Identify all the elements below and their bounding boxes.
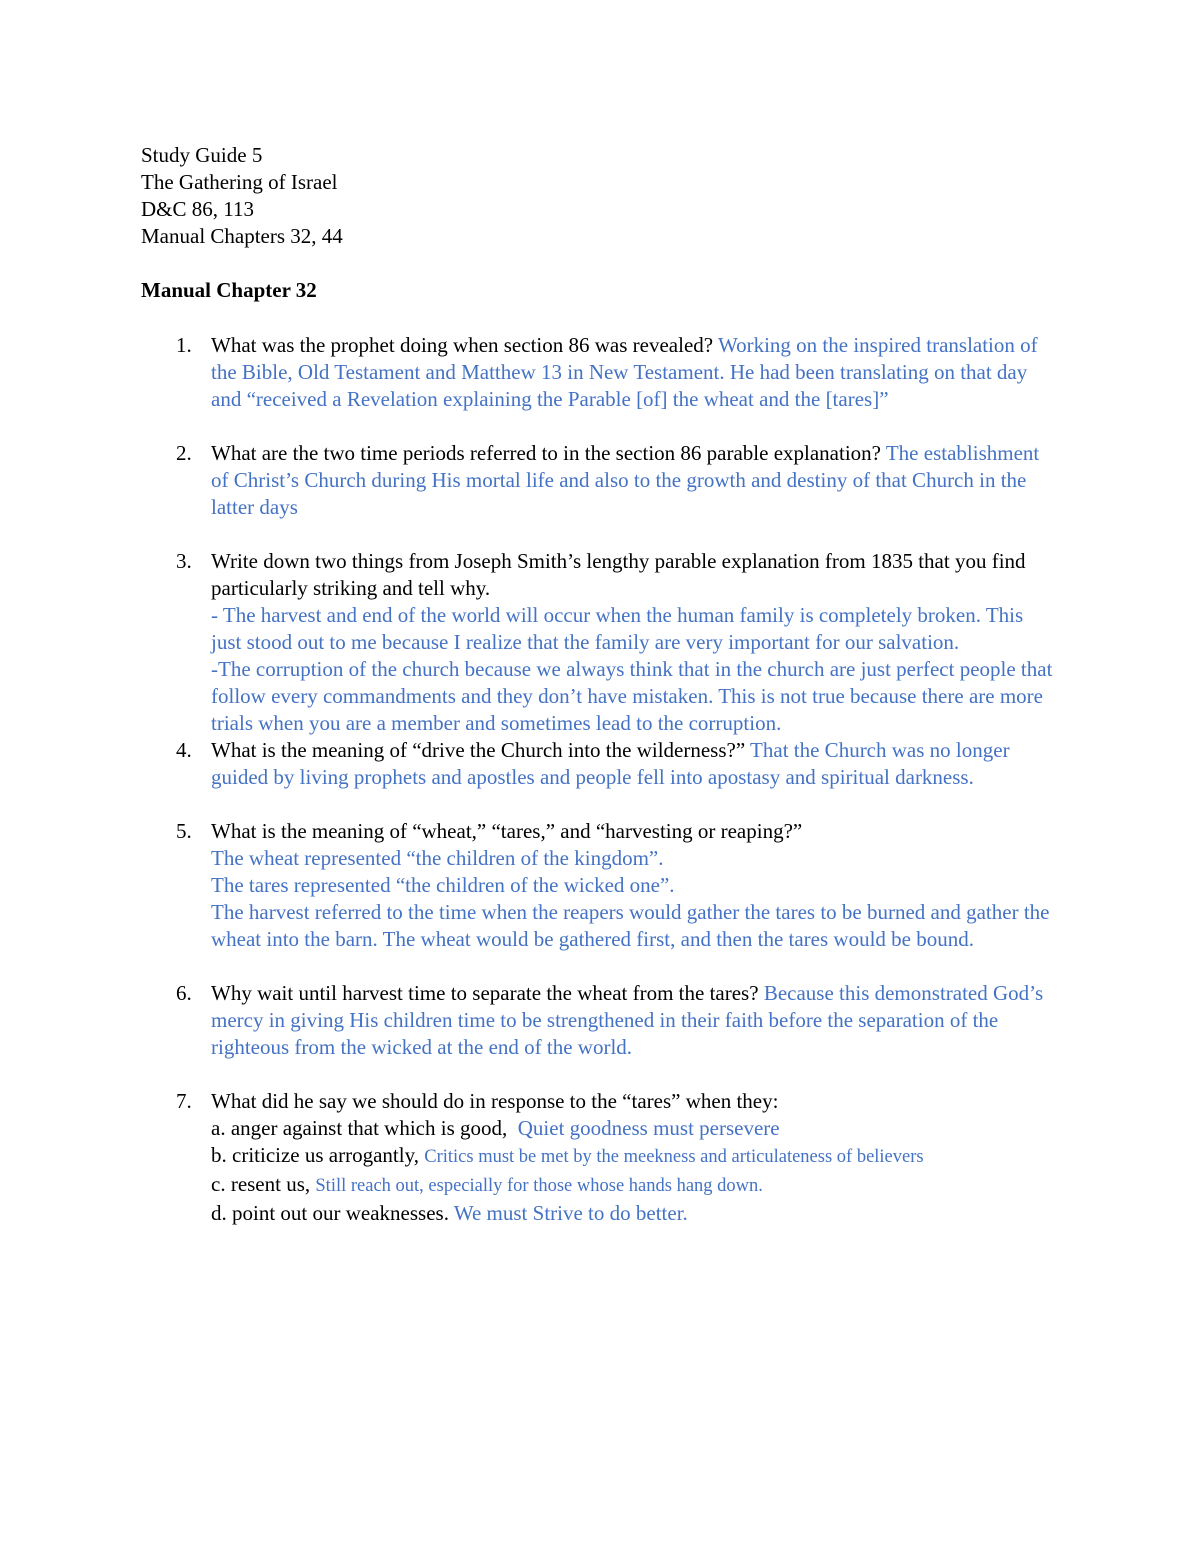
document-page	[141, 142, 1061, 1254]
question-item	[141, 332, 1056, 413]
sub-question-text: a. anger against that which is good,	[211, 1116, 508, 1140]
sub-question-text: c. resent us,	[211, 1172, 311, 1196]
question-text: What is the meaning of “wheat,” “tares,” and “harvesting or reaping?”	[211, 819, 803, 843]
answer-text: The harvest referred to the time when the reapers would gather the tares to be burned and gather the wheat into the barn. The wheat would be gathered first, and then the tares would be bound.	[211, 900, 1050, 951]
question-number: 4.	[176, 738, 192, 762]
question-text: Write down two things from Joseph Smith’s lengthy parable explanation from 1835 that you find particularly striking and tell why.	[211, 549, 1026, 600]
document-header	[141, 142, 1061, 250]
question-item	[141, 818, 1056, 953]
sub-answer-text: Quiet goodness must persevere	[517, 1116, 780, 1140]
answer-text: -The corruption of the church because we always think that in the church are just perfect people that follow every commandments and they don’t have mistaken. This is not true because there are more trials when you are a member and sometimes lead to the corruption.	[211, 657, 1053, 735]
header-line: Manual Chapters 32, 44	[141, 224, 343, 248]
sub-answer-text: We must Strive to do better.	[453, 1201, 688, 1225]
answer-text: That the Church was no longer guided by living prophets and apostles and people fell into apostasy and spiritual darkness.	[211, 738, 1010, 789]
answer-text: Because this demonstrated God’s mercy in giving His children time to be strengthened in their faith before the separation of the righteous from the wicked at the end of the world.	[211, 981, 1044, 1059]
header-line: The Gathering of Israel	[141, 170, 338, 194]
answer-text: The establishment of Christ’s Church during His mortal life and also to the growth and destiny of that Church in the latter days	[211, 441, 1040, 519]
question-text: What are the two time periods referred to in the section 86 parable explanation?	[211, 441, 881, 465]
sub-answer-text: Still reach out, especially for those whose hands hang down.	[315, 1176, 763, 1196]
answer-text: Working on the inspired translation of the Bible, Old Testament and Matthew 13 in New Testament. He had been translating on that day and “received a Revelation explaining the Parable [of] the wheat and the [tares]”	[211, 333, 1038, 411]
answer-text: The tares represented “the children of the wicked one”.	[211, 873, 675, 897]
question-number: 6.	[176, 981, 192, 1005]
question-number: 3.	[176, 549, 192, 573]
question-item	[141, 980, 1056, 1061]
question-number: 5.	[176, 819, 192, 843]
sub-question	[211, 1171, 1056, 1200]
answer-text: The wheat represented “the children of the kingdom”.	[211, 846, 664, 870]
section-title: Manual Chapter 32	[141, 278, 317, 302]
sub-question	[211, 1200, 1056, 1227]
question-item	[141, 737, 1056, 791]
sub-question-text: b. criticize us arrogantly,	[211, 1143, 419, 1167]
question-text: What did he say we should do in response to the “tares” when they:	[211, 1089, 779, 1113]
question-item	[141, 1088, 1056, 1227]
sub-question	[211, 1142, 1056, 1171]
question-text: What was the prophet doing when section 86 was revealed?	[211, 333, 714, 357]
question-list	[141, 332, 1061, 1227]
question-item	[141, 548, 1056, 737]
question-text: Why wait until harvest time to separate the wheat from the tares?	[211, 981, 759, 1005]
question-item	[141, 440, 1056, 521]
question-text: What is the meaning of “drive the Church into the wilderness?”	[211, 738, 746, 762]
header-line: D&C 86, 113	[141, 197, 254, 221]
question-number: 2.	[176, 441, 192, 465]
question-number: 7.	[176, 1089, 192, 1113]
sub-question	[211, 1115, 1056, 1142]
question-number: 1.	[176, 333, 192, 357]
header-line: Study Guide 5	[141, 143, 263, 167]
sub-question-text: d. point out our weaknesses.	[211, 1201, 449, 1225]
sub-answer-text: Critics must be met by the meekness and articulateness of believers	[424, 1147, 924, 1167]
answer-text: - The harvest and end of the world will occur when the human family is completely broken. This just stood out to me because I realize that the family are very important for our salvation.	[211, 603, 1024, 654]
